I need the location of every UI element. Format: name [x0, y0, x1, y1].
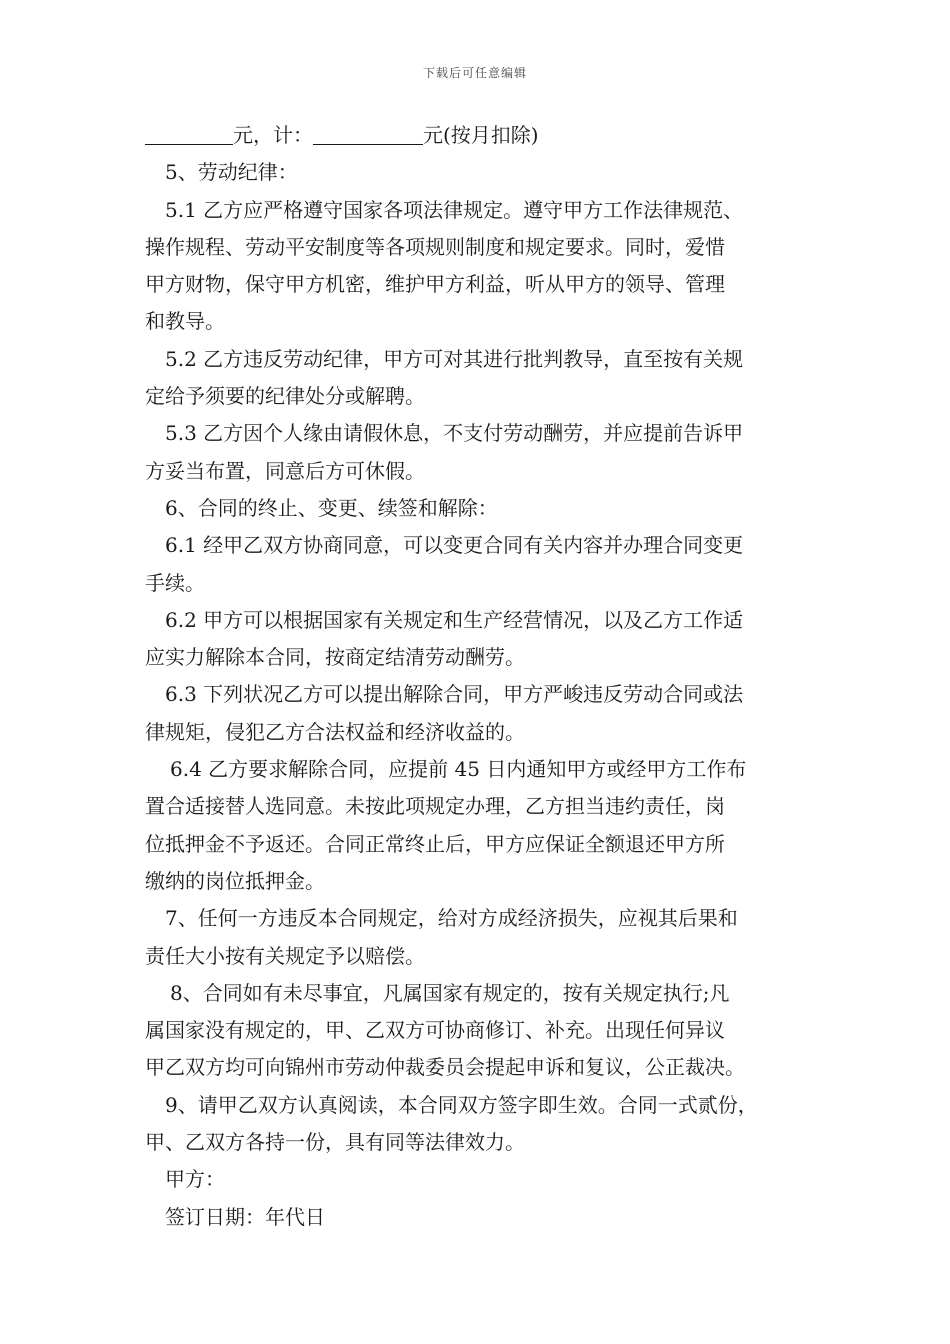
blank-amount-2	[313, 124, 423, 145]
clause-line: 8、合同如有未尽事宜，凡属国家有规定的，按有关规定执行;凡	[170, 980, 730, 1005]
clause-line: 5.1 乙方应严格遵守国家各项法律规定。遵守甲方工作法律规范、	[165, 197, 744, 222]
text-segment: 元(按月扣除)	[423, 123, 539, 147]
clause-line: 置合适接替人选同意。未按此项规定办理，乙方担当违约责任，岗	[145, 794, 725, 819]
clause-line: 6.3 下列状况乙方可以提出解除合同，甲方严峻违反劳动合同或法	[165, 682, 744, 707]
line-payment	[145, 117, 825, 154]
clause-line: 属国家没有规定的，甲、乙双方可协商修订、补充。出现任何异议	[145, 1018, 725, 1043]
clause-line: 手续。	[145, 570, 205, 595]
section-heading: 6、合同的终止、变更、续签和解除：	[165, 495, 498, 520]
clause-line: 缴纳的岗位抵押金。	[145, 868, 325, 893]
clause-line: 位抵押金不予返还。合同正常终止后，甲方应保证全额退还甲方所	[145, 831, 725, 856]
clause-line: 和教导。	[145, 309, 225, 334]
clause-line: 6.1 经甲乙双方协商同意，可以变更合同有关内容并办理合同变更	[165, 533, 744, 558]
contract-body	[145, 117, 825, 1236]
clause-line: 操作规程、劳动平安制度等各项规则制度和规定要求。同时，爱惜	[145, 234, 725, 259]
clause-line: 方妥当布置，同意后方可休假。	[145, 458, 425, 483]
clause-line: 5.2 乙方违反劳动纪律，甲方可对其进行批判教导，直至按有关规	[165, 346, 744, 371]
clause-line: 律规矩，侵犯乙方合法权益和经济收益的。	[145, 719, 525, 744]
clause-line: 9、请甲乙双方认真阅读，本合同双方签字即生效。合同一式贰份，	[165, 1092, 758, 1117]
clause-line: 甲、乙双方各持一份，具有同等法律效力。	[145, 1130, 525, 1155]
text-segment: 元，计：	[233, 123, 313, 147]
clause-line: 5.3 乙方因个人缘由请假休息，不支付劳动酬劳，并应提前告诉甲	[165, 421, 744, 446]
clause-line: 甲方财物，保守甲方机密，维护甲方利益，听从甲方的领导、管理	[145, 272, 725, 297]
clause-line: 定给予须要的纪律处分或解聘。	[145, 384, 425, 409]
clause-line: 甲乙双方均可向锦州市劳动仲裁委员会提起申诉和复议，公正裁决。	[145, 1055, 745, 1080]
clause-line: 责任大小按有关规定予以赔偿。	[145, 943, 425, 968]
signing-date-label: 签订日期：年代日	[165, 1204, 325, 1229]
party-a-label: 甲方：	[165, 1167, 225, 1192]
clause-line: 6.2 甲方可以根据国家有关规定和生产经营情况，以及乙方工作适	[165, 607, 744, 632]
clause-line: 应实力解除本合同，按商定结清劳动酬劳。	[145, 645, 525, 670]
header-note: 下载后可任意编辑	[422, 66, 527, 80]
clause-line: 7、任何一方违反本合同规定，给对方成经济损失，应视其后果和	[165, 906, 738, 931]
blank-amount-1	[145, 124, 233, 145]
section-heading: 5、劳动纪律：	[165, 160, 298, 185]
clause-line: 6.4 乙方要求解除合同，应提前 45 日内通知甲方或经甲方工作布	[170, 757, 747, 782]
